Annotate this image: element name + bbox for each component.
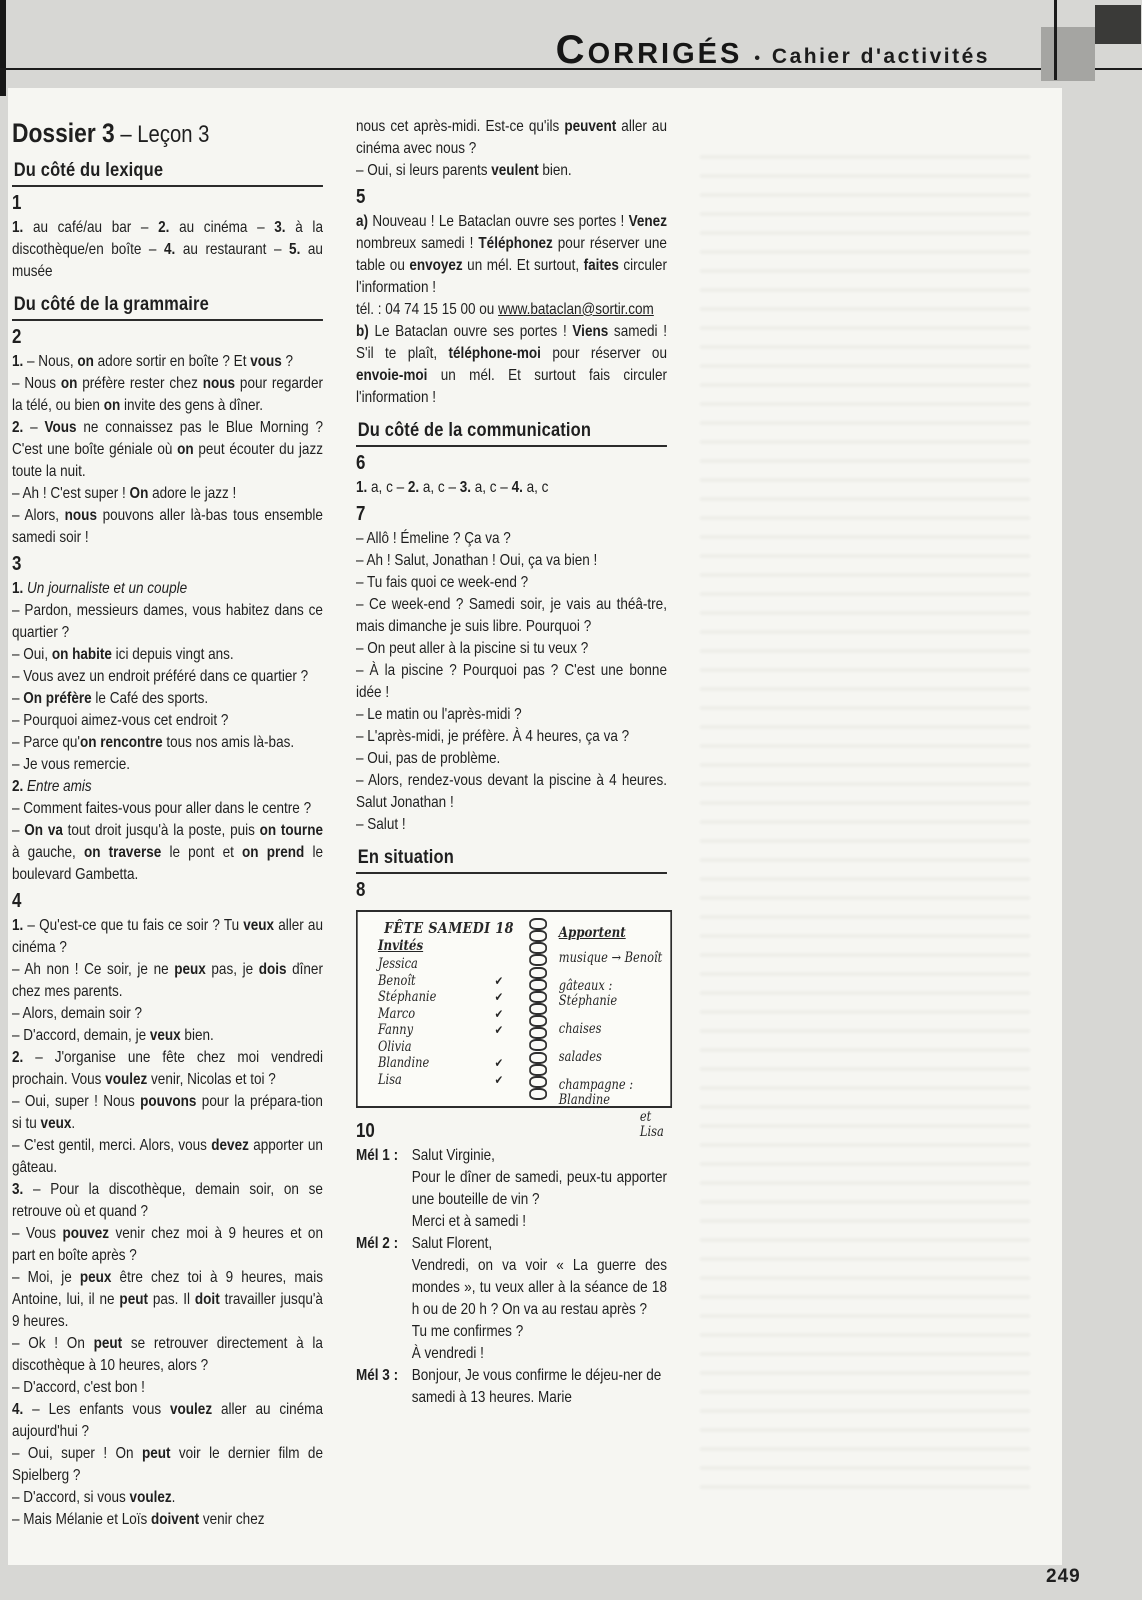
answer-paragraph: – Ah ! C'est super ! On adore le jazz ! (12, 485, 237, 502)
empty-check-cell (495, 1039, 520, 1056)
text-run: peut (141, 1445, 171, 1462)
text-run: 4. (511, 479, 523, 496)
answer-paragraph: – Ok ! On peut se retrouver directement à la discothèque à 10 heures, alors ? (12, 1335, 323, 1374)
text-run: 2. (12, 1049, 24, 1066)
guest-row (378, 1055, 520, 1072)
text-run: Un journaliste et un couple (27, 580, 188, 597)
text-run: 5. (289, 241, 301, 258)
text-run: On va (24, 822, 63, 839)
answer-paragraph: – Le matin ou l'après-midi ? (356, 706, 522, 723)
text-run: www.bataclan@sortir.com (498, 301, 654, 318)
guest-name: Marco (377, 1005, 416, 1022)
text-run: Entre amis (27, 778, 92, 795)
spiral-ring-icon (529, 1003, 547, 1015)
masthead-title: CORRIGÉS (555, 28, 743, 72)
section-header: En situation (356, 846, 667, 874)
answer-paragraph: 1. au café/au bar – 2. au cinéma – 3. à la discothèque/en boîte – 4. au restaurant – 5. au musée (12, 219, 323, 280)
text-run: on habite (51, 646, 112, 663)
guest-row (378, 956, 520, 973)
notebook-left-page (358, 912, 524, 1106)
text-run: 1. (12, 580, 24, 597)
exercise-number: 8 (356, 879, 366, 901)
spiral-ring-icon (529, 1088, 547, 1100)
top-left-edge-bar (0, 0, 6, 96)
spiral-ring-icon (529, 991, 547, 1003)
corner-dark-square (1095, 5, 1141, 44)
answer-paragraph: – Salut ! (356, 816, 406, 833)
spiral-ring-icon (529, 918, 547, 930)
answer-paragraph: – D'accord, si vous voulez. (12, 1489, 176, 1506)
text-run: voulez (105, 1071, 148, 1088)
text-run: on traverse (83, 844, 162, 861)
text-run: On préfère (23, 690, 92, 707)
text-run: envoyez (409, 257, 463, 274)
checkmark-icon: ✔ (494, 1006, 504, 1021)
text-run: doivent (151, 1511, 200, 1528)
text-run: 4. (12, 1401, 24, 1418)
text-run: 2. (158, 219, 170, 236)
spiral-ring-icon (529, 954, 547, 966)
corner-gray-square (1041, 27, 1095, 81)
left-text-column (12, 116, 323, 1531)
text-run: veux (40, 1115, 72, 1132)
spiral-ring-icon (529, 967, 547, 979)
text-run: voulez (129, 1489, 172, 1506)
text-run: on (103, 397, 121, 414)
text-run: voulez (170, 1401, 213, 1418)
text-run: 1. (12, 219, 24, 236)
answer-paragraph: – Alors, demain soir ? (12, 1005, 143, 1022)
notebook-title: FÊTE SAMEDI 18 (384, 919, 514, 937)
mel-line: Vendredi, on va voir « La guerre des mondes », tu veux aller à la séance de 18 h ou de 20 h ? On va au restau après ? (411, 1257, 667, 1318)
text-run: peux (79, 1269, 112, 1286)
answer-paragraph: – D'accord, demain, je veux bien. (12, 1027, 214, 1044)
spiral-ring-icon (529, 1076, 547, 1088)
mel-entry (356, 1233, 667, 1365)
exercise-number: 1 (12, 192, 22, 214)
spiral-ring-icon (529, 1052, 547, 1064)
text-run: on (77, 353, 94, 370)
text-run: doit (194, 1291, 220, 1308)
spiral-ring-icon (529, 1039, 547, 1051)
spiral-ring-icon (529, 1064, 547, 1076)
exercise-number: 10 (356, 1120, 375, 1142)
spiral-ring-icon (529, 1027, 547, 1039)
text-run: téléphone-moi (448, 345, 541, 362)
checkmark-icon: ✔ (494, 1056, 504, 1070)
answer-paragraph: – Ce week-end ? Samedi soir, je vais au théâ-tre, mais dimanche je suis libre. Pourquoi ? (356, 596, 667, 635)
text-run: On (129, 485, 149, 502)
spiral-ring-icon (529, 930, 547, 942)
answer-paragraph: – Oui, pas de problème. (356, 750, 501, 767)
answer-paragraph: – C'est gentil, merci. Alors, vous devez apporter un gâteau. (12, 1137, 323, 1176)
checkmark-icon: ✔ (494, 990, 504, 1004)
mel-label: Mél 3 : (356, 1367, 399, 1384)
answer-paragraph: – Vous avez un endroit préféré dans ce quartier ? (12, 668, 309, 685)
invites-header: Invités (377, 938, 424, 954)
answer-paragraph: 2. – J'organise une fête chez moi vendredi prochain. Vous voulez venir, Nicolas et toi ? (12, 1049, 323, 1088)
answer-paragraph: – Comment faites-vous pour aller dans le centre ? (12, 800, 312, 817)
answer-paragraph: – On préfère le Café des sports. (12, 690, 209, 707)
section-header: Du côté de la grammaire (12, 293, 323, 321)
mel-line: Salut Florent, (411, 1235, 493, 1252)
exercise-number: 5 (356, 186, 366, 208)
text-run: 3. (459, 479, 471, 496)
guest-row (378, 1039, 520, 1056)
answer-paragraph: – Oui, super ! Nous pouvons pour la prépara-tion si tu veux. (12, 1093, 323, 1132)
checkmark-icon: ✔ (494, 1072, 504, 1087)
guest-row (378, 989, 520, 1006)
answer-paragraph: – Mais Mélanie et Loïs doivent venir chez (12, 1511, 265, 1528)
notebook-right-page (552, 912, 670, 1140)
text-run: pouvez (62, 1225, 110, 1242)
text-run: 2. (407, 479, 420, 496)
text-run: 3. (274, 219, 286, 236)
mel-entry (356, 1365, 667, 1409)
answer-paragraph: – Je vous remercie. (12, 756, 130, 773)
answer-paragraph (12, 578, 323, 600)
mel-body (412, 1365, 667, 1409)
answer-paragraph: nous cet après-midi. Est-ce qu'ils peuvent aller au cinéma avec nous ? (356, 118, 667, 157)
answer-paragraph: – Tu fais quoi ce week-end ? (356, 574, 529, 591)
answer-paragraph: – Alors, rendez-vous devant la piscine à 4 heures. Salut Jonathan ! (356, 772, 667, 811)
answer-paragraph: 3. – Pour la discothèque, demain soir, on se retrouve où et quand ? (12, 1181, 323, 1220)
text-run: dois (258, 961, 287, 978)
notebook-item: salades (558, 1049, 602, 1065)
exercise-number: 7 (356, 503, 366, 525)
notebook-item: musique → Benoît (558, 950, 663, 966)
answer-paragraph: b) Le Bataclan ouvre ses portes ! Viens samedi ! S'il te plaît, téléphone-moi pour réserver ou envoie-moi un mél. Et surtout fais circuler l'information ! (356, 323, 667, 406)
text-run: peut (119, 1291, 148, 1308)
page-number: 249 (1046, 1566, 1081, 1587)
answer-paragraph: – D'accord, c'est bon ! (12, 1379, 145, 1396)
text-run: 1. (12, 917, 24, 934)
guest-row (378, 1006, 520, 1023)
empty-check-cell (495, 956, 520, 973)
text-run: on (60, 375, 78, 392)
text-run: pouvons (140, 1093, 197, 1110)
answer-paragraph: 1. – Qu'est-ce que tu fais ce soir ? Tu veux aller au cinéma ? (12, 917, 323, 956)
text-run: a) (356, 213, 369, 230)
answer-paragraph: – Oui, on habite ici depuis vingt ans. (12, 646, 234, 663)
guest-row (378, 1072, 520, 1089)
text-run: peut (93, 1335, 123, 1352)
mel-line: Bonjour, Je vous confirme le déjeu-ner de samedi à 13 heures. Marie (411, 1367, 662, 1406)
spiral-ring-icon (529, 1015, 547, 1027)
page-bleedthrough-artifact (700, 140, 1030, 1500)
spiral-ring-icon (529, 979, 547, 991)
masthead-subtitle: Cahier d'activités (771, 45, 990, 68)
answer-paragraph: – On va tout droit jusqu'à la poste, puis on tourne à gauche, on traverse le pont et on prend le boulevard Gambetta. (12, 822, 323, 883)
checkmark-icon: ✔ (494, 1023, 504, 1037)
notebook-item: et Lisa (639, 1109, 664, 1140)
text-run: 4. (164, 241, 176, 258)
dossier-title (12, 118, 323, 149)
answer-paragraph: 4. – Les enfants vous voulez aller au cinéma aujourd'hui ? (12, 1401, 323, 1440)
text-run: nous (202, 375, 236, 392)
answer-paragraph: 1. a, c – 2. a, c – 3. a, c – 4. a, c (356, 479, 549, 496)
text-run: veux (149, 1027, 181, 1044)
mel-entry (356, 1145, 667, 1233)
answer-paragraph: – Ah non ! Ce soir, je ne peux pas, je dois dîner chez mes parents. (12, 961, 323, 1000)
notebook-item: chaises (558, 1021, 602, 1037)
answer-paragraph: – L'après-midi, je préfère. À 4 heures, ça va ? (356, 728, 630, 745)
text-run: on (177, 441, 194, 458)
mel-line: Merci et à samedi ! (411, 1213, 526, 1230)
answer-paragraph: – À la piscine ? Pourquoi pas ? C'est une bonne idée ! (356, 662, 667, 701)
mel-line: À vendredi ! (411, 1345, 484, 1362)
mel-body (412, 1145, 667, 1233)
text-run: 3. (12, 1181, 24, 1198)
text-run: Viens (572, 323, 609, 340)
guest-row (378, 1022, 520, 1039)
text-run: Venez (628, 213, 667, 230)
notebook-item: champagne : Blandine (558, 1077, 634, 1108)
text-run: b) (356, 323, 369, 340)
dossier-title-bold: Dossier 3 (12, 118, 115, 148)
text-run: 2. (12, 419, 24, 436)
guest-name: Stéphanie (377, 989, 437, 1005)
answer-paragraph: – Nous on préfère rester chez nous pour regarder la télé, ou bien on invite des gens à dîner. (12, 375, 323, 414)
mel-label: Mél 2 : (356, 1235, 399, 1252)
mel-label: Mél 1 : (356, 1147, 399, 1164)
guest-name: Olivia (377, 1038, 412, 1055)
checkmark-icon: ✔ (494, 973, 504, 988)
exercise-number: 2 (12, 326, 22, 348)
mel-line: Salut Virginie, (411, 1147, 495, 1164)
answer-paragraph: – On peut aller à la piscine si tu veux ? (356, 640, 589, 657)
section-header: Du côté du lexique (12, 159, 323, 187)
guest-row (378, 973, 520, 990)
text-run: veux (243, 917, 275, 934)
spiral-binding (523, 912, 552, 1106)
text-run: peuvent (564, 118, 617, 135)
answer-paragraph: – Oui, si leurs parents veulent bien. (356, 162, 572, 179)
page-masthead (556, 28, 990, 73)
apportent-header: Apportent (558, 925, 626, 941)
text-run: on rencontre (79, 734, 163, 751)
mel-body (412, 1233, 667, 1365)
guest-name: Benoît (377, 972, 416, 989)
mel-line: Pour le dîner de samedi, peux-tu apporter une bouteille de vin ? (411, 1169, 667, 1208)
text-run: nous (64, 507, 97, 524)
guest-name: Lisa (377, 1071, 402, 1088)
text-run: Vous (44, 419, 77, 436)
answer-paragraph: – Alors, nous pouvons aller là-bas tous ensemble samedi soir ! (12, 507, 323, 546)
answer-paragraph: 1. – Nous, on adore sortir en boîte ? Et vous ? (12, 353, 294, 370)
text-run: peux (174, 961, 206, 978)
answer-paragraph: – Oui, super ! On peut voir le dernier film de Spielberg ? (12, 1445, 323, 1484)
notebook-item: gâteaux : Stéphanie (558, 978, 618, 1009)
text-run: envoie-moi (356, 367, 428, 384)
spiral-ring-icon (529, 942, 547, 954)
exercise-number: 6 (356, 452, 366, 474)
text-run: on prend (242, 844, 305, 861)
mel-line: Tu me confirmes ? (411, 1323, 524, 1340)
text-run: Téléphonez (478, 235, 553, 252)
answer-paragraph: – Moi, je peux être chez toi à 9 heures, mais Antoine, lui, il ne peut pas. Il doit travailler jusqu'à 9 heures. (12, 1269, 323, 1330)
right-text-column (356, 116, 667, 1409)
corner-vertical-line (1054, 0, 1057, 80)
section-header: Du côté de la communication (356, 419, 667, 447)
guest-name: Fanny (377, 1022, 414, 1038)
answer-paragraph (12, 776, 323, 798)
text-run: 1. (356, 479, 368, 496)
answer-paragraph: a) Nouveau ! Le Bataclan ouvre ses portes ! Venez nombreux samedi ! Téléphonez pour réserver une table ou envoyez un mél. Et surtout, faites circuler l'information ! (356, 213, 667, 296)
masthead-bullet-icon: • (754, 50, 760, 67)
exercise-number: 3 (12, 553, 22, 575)
guest-name: Jessica (377, 956, 418, 972)
text-run: on tourne (259, 822, 323, 839)
answer-paragraph: – Parce qu'on rencontre tous nos amis là-bas. (12, 734, 295, 751)
answer-paragraph: – Allô ! Émeline ? Ça va ? (356, 530, 511, 547)
text-run: 2. (12, 778, 24, 795)
text-run: faites (583, 257, 619, 274)
text-run: vous (250, 353, 282, 370)
guest-name: Blandine (377, 1055, 430, 1071)
text-run: devez (211, 1137, 249, 1154)
answer-paragraph: – Pardon, messieurs dames, vous habitez dans ce quartier ? (12, 602, 323, 641)
answer-paragraph: 2. – Vous ne connaissez pas le Blue Morning ? C'est une boîte géniale où on peut écouter du jazz toute la nuit. (12, 419, 323, 480)
answer-paragraph: – Vous pouvez venir chez moi à 9 heures et on part en boîte après ? (12, 1225, 323, 1264)
answer-paragraph: – Ah ! Salut, Jonathan ! Oui, ça va bien ! (356, 552, 598, 569)
dossier-title-lesson: – Leçon 3 (114, 121, 210, 148)
exercise-number: 4 (12, 890, 22, 912)
answer-paragraph: tél. : 04 74 15 15 00 ou www.bataclan@sortir.com (356, 301, 654, 318)
text-run: 1. (12, 353, 24, 370)
text-run: veulent (491, 162, 539, 179)
answer-paragraph: – Pourquoi aimez-vous cet endroit ? (12, 712, 229, 729)
